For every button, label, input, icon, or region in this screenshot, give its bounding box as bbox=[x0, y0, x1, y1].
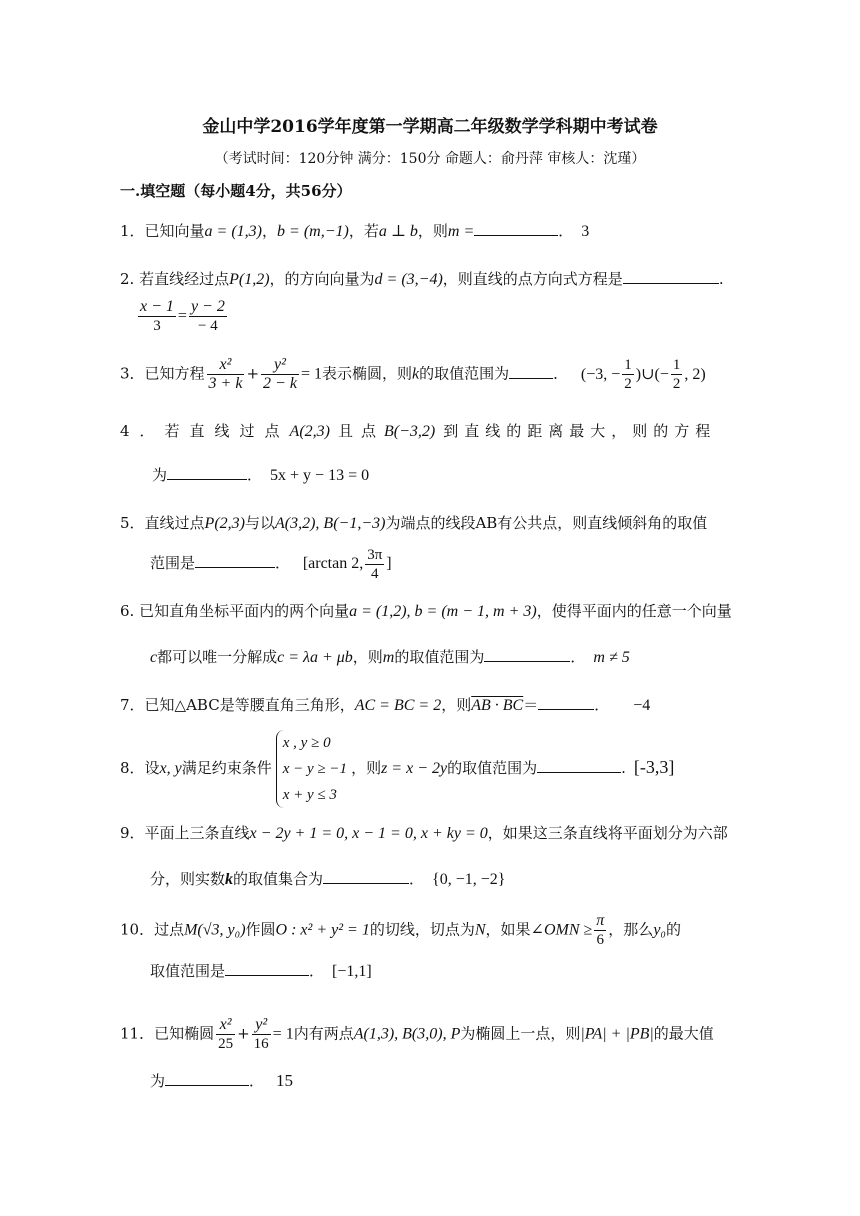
answer-blank[interactable] bbox=[195, 553, 275, 568]
question-7: 7．已知△ABC是等腰直角三角形，AC = BC = 2，则AB · BC＝ ． −4 bbox=[120, 696, 651, 714]
answer: (−3, − $\frac{1}{2}$ )∪(− $\frac{1}{2}$ , 2) bbox=[580, 357, 706, 393]
answer: [-3,3] bbox=[633, 757, 675, 777]
question-3: 3．已知方程 $\frac{\text{x²}}{3 + k}$ + $\frac{\text{y²}}{2 - k}$ = 1表示椭圆，则k的取值范围为 ． (−3, − $\frac{1}{2}$ )∪(− $\frac{1}{2}$ , 2) bbox=[120, 356, 706, 393]
answer-blank[interactable] bbox=[225, 961, 309, 976]
answer: −4 bbox=[633, 697, 651, 714]
question-8: 8．设x, y满足约束条件 x , y ≥ 0 x − y ≥ −1 x + y ≤ 3 ，则z = x − 2y的取值范围为 . [-3,3] bbox=[120, 730, 674, 808]
exam-title: 金山中学2016学年度第一学期高二年级数学学科期中考试卷 bbox=[202, 117, 658, 137]
question-4: 4．若直线过点A(2,3) 且点B(−3,2) 到直线的距离最大，则的方程 bbox=[120, 422, 717, 440]
answer: $\frac{x - 1}{3}$ = $\frac{y - 2}{- 4}$ bbox=[140, 298, 225, 334]
question-6: 6. 已知直角坐标平面内的两个向量a = (1,2), b = (m − 1, m + 3)，使得平面内的任意一个向量 bbox=[120, 602, 732, 620]
question-9-line2: 分，则实数k的取值集合为 ． {0, −1, −2} bbox=[150, 870, 506, 888]
answer-blank[interactable] bbox=[623, 269, 719, 284]
section-heading: 一.填空题（每小题4分，共56分） bbox=[120, 182, 352, 200]
answer-blank[interactable] bbox=[509, 364, 553, 379]
answer-blank[interactable] bbox=[474, 221, 558, 236]
question-5-line2: 范围是 ． [arctan 2, $\frac{3\pi}{4}$ ] bbox=[150, 547, 392, 582]
question-5: 5．直线过点P(2,3)与以A(3,2), B(−1,−3)为端点的线段AB有公共点，则直线倾斜角的取值 bbox=[120, 514, 708, 532]
answer: 3 bbox=[581, 223, 590, 240]
question-10: 10．过点M(√3, y₀)作圆O : x² + y² = 1的切线，切点为N，如果∠OMN ≥ $\frac{\pi}{6}$ ，那么y₀的 bbox=[120, 912, 681, 948]
exam-info: （考试时间：120分钟 满分：150分 命题人：俞丹萍 审核人：沈瑾） bbox=[214, 151, 646, 167]
answer-blank[interactable] bbox=[537, 758, 621, 773]
answer-blank[interactable] bbox=[165, 1071, 249, 1086]
question-11: 11．已知椭圆 $\frac{\text{x²}}{25}$ + $\frac{\text{y²}}{16}$ = 1内有两点A(1,3), B(3,0), P为椭圆上一点，则|PA| + |PB|的最大值 bbox=[120, 1016, 714, 1052]
question-1: 1．已知向量a = (1,3)，b = (m,−1)，若a ⊥ b，则m = ． 3 bbox=[120, 222, 590, 240]
question-2: 2. 若直线经过点P(1,2)，的方向向量为d = (3,−4)，则直线的点方向式方程是 . bbox=[120, 270, 724, 288]
answer: [−1,1] bbox=[332, 963, 372, 980]
answer: {0, −1, −2} bbox=[432, 871, 506, 888]
constraint-system: x , y ≥ 0 x − y ≥ −1 x + y ≤ 3 bbox=[276, 730, 347, 808]
answer-blank[interactable] bbox=[484, 647, 570, 662]
question-9: 9．平面上三条直线x − 2y + 1 = 0, x − 1 = 0, x + ky = 0，如果这三条直线将平面划分为六部 bbox=[120, 824, 728, 842]
answer-blank[interactable] bbox=[323, 869, 409, 884]
answer-blank[interactable] bbox=[167, 465, 247, 480]
answer: [arctan 2, $\frac{3\pi}{4}$ ] bbox=[302, 547, 392, 582]
question-11-line2: 为 ． 15 bbox=[150, 1071, 294, 1090]
question-10-line2: 取值范围是 ． [−1,1] bbox=[150, 962, 372, 980]
question-6-line2: c都可以唯一分解成c = λa + μb，则m的取值范围为 ． m ≠ 5 bbox=[150, 648, 630, 666]
question-4-line2: 为 ． 5x + y − 13 = 0 bbox=[152, 466, 370, 484]
answer-blank[interactable] bbox=[538, 695, 594, 710]
answer: 5x + y − 13 = 0 bbox=[270, 467, 370, 484]
answer: m ≠ 5 bbox=[593, 649, 630, 666]
answer: 15 bbox=[276, 1071, 294, 1090]
